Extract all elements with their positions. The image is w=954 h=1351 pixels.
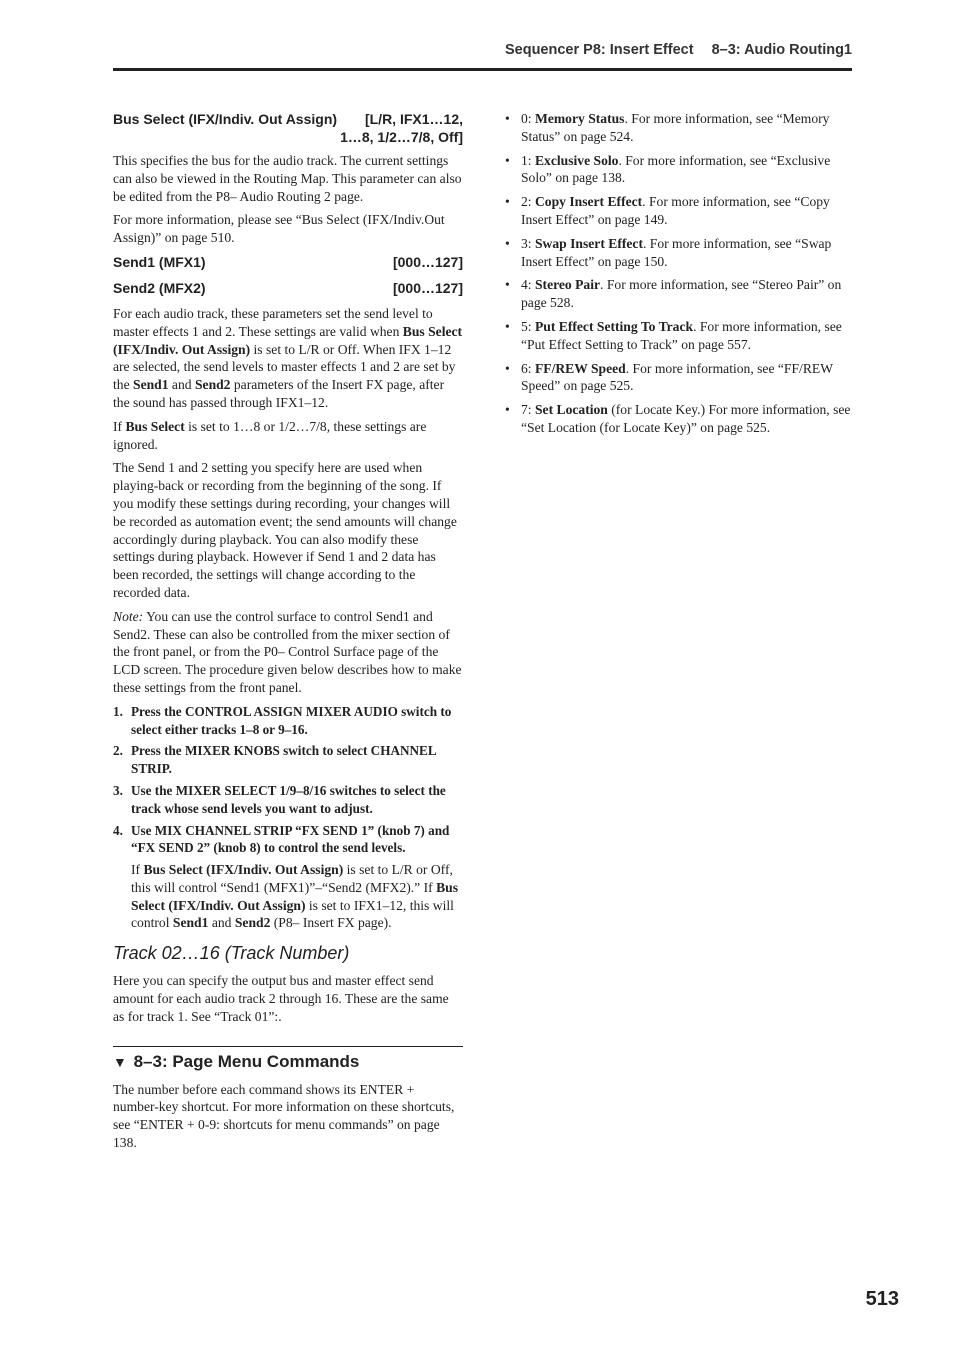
bus-select-label: Bus Select (IFX/Indiv. Out Assign)	[113, 111, 338, 127]
menu-item: • 7: Set Location (for Locate Key.) For more information, see “Set Location (for Locate Key)” on page 525.	[505, 402, 851, 435]
track-heading: Track 02…16 (Track Number)	[113, 943, 350, 964]
running-header	[505, 42, 852, 58]
bus-select-desc: This specifies the bus for the audio track. The current settings can also be viewed in the Routing Map. This parameter can also be edited from the P8– Audio Routing 2 page.	[113, 153, 462, 204]
procedure-steps	[113, 703, 463, 857]
menu-item: • 5: Put Effect Setting To Track. For more information, see “Put Effect Setting to Track” on page 557.	[505, 318, 842, 352]
header-page: 8–3: Audio Routing1	[711, 42, 852, 58]
send-recording: The Send 1 and 2 setting you specify here are used when playing-back or recording from the beginning of the song. If you modify these settings during recording, your changes will be recorded as automation event; the send amounts will change accordingly during playback. You can also modify these settings during playback. However if Send 1 and 2 data has been recorded, the settings will change according to the recorded data.	[113, 460, 457, 600]
bus-select-param	[113, 110, 463, 128]
triangle-down-icon: ▼	[113, 1053, 127, 1070]
menu-item: • 4: Stereo Pair. For more information, see “Stereo Pair” on page 528.	[505, 277, 842, 311]
bullet-icon: •	[505, 360, 510, 376]
menu-item: • 3: Swap Insert Effect. For more information, see “Swap Insert Effect” on page 150.	[505, 235, 832, 269]
send1-range: [000…127]	[392, 253, 463, 270]
menu-command-list	[505, 110, 853, 437]
bullet-icon: •	[505, 277, 510, 293]
send1-param	[113, 253, 463, 271]
menu-item: • 1: Exclusive Solo. For more information, see “Exclusive Solo” on page 138.	[505, 152, 831, 186]
bullet-icon: •	[505, 111, 510, 126]
menu-item: • 6: FF/REW Speed. For more information, see “FF/REW Speed” on page 525.	[505, 360, 833, 394]
bullet-icon: •	[505, 152, 510, 168]
page-header	[113, 36, 852, 71]
page-number: 513	[865, 1288, 899, 1310]
step-1: 1. Press the CONTROL ASSIGN MIXER AUDIO switch to select either tracks 1–8 or 9–16.	[113, 703, 452, 737]
bullet-icon: •	[505, 194, 510, 210]
menu-item: • 0: Memory Status. For more information, see “Memory Status” on page 524.	[505, 111, 830, 144]
bullet-icon: •	[505, 235, 510, 251]
send2-param	[113, 279, 463, 297]
left-column	[113, 110, 463, 1158]
menu-heading: ▼ 8–3: Page Menu Commands	[113, 1046, 463, 1073]
step-3: 3. Use the MIXER SELECT 1/9–8/16 switches to select the track whose send levels you want to adjust.	[113, 782, 446, 816]
step-2: 2. Press the MIXER KNOBS switch to select CHANNEL STRIP.	[113, 743, 436, 777]
send-desc: For each audio track, these parameters set the send level to master effects 1 and 2. These settings are valid when Bus Select (IFX/Indiv. Out Assign) is set to L/R or Off. When IFX 1–12 are selected, the send levels to master effects 1 and 2 are set by the Send1 and Send2 parameters of the Insert FX page, after the sound has passed through IFX1–12.	[113, 305, 463, 410]
bus-select-range-2: 1…8, 1/2…7/8, Off]	[340, 129, 463, 145]
note-paragraph: Note: You can use the control surface to control Send1 and Send2. These can also be controlled from the mixer section of the front panel, or from the P0– Control Surface page of the LCD screen. The procedure given below describes how to make these settings from the front panel.	[113, 608, 462, 695]
track-desc: Here you can specify the output bus and master effect send amount for each audio track 2 through 16. These are the same as for track 1. See “Track 01”:.	[113, 973, 449, 1024]
header-section: Sequencer P8: Insert Effect	[504, 42, 694, 58]
right-column	[505, 110, 853, 443]
bus-select-range-1: [L/R, IFX1…12,	[364, 111, 463, 127]
menu-item: • 2: Copy Insert Effect. For more information, see “Copy Insert Effect” on page 149.	[505, 194, 830, 227]
send-ignored: If Bus Select is set to 1…8 or 1/2…7/8, these settings are ignored.	[113, 418, 427, 452]
note-label: Note:	[113, 608, 144, 624]
step-4: 4. Use MIX CHANNEL STRIP “FX SEND 1” (knob 7) and “FX SEND 2” (knob 8) to control the send levels.	[113, 822, 450, 856]
bullet-icon: •	[505, 402, 510, 418]
menu-desc: The number before each command shows its ENTER + number-key shortcut. For more information on these shortcuts, see “ENTER + 0-9: shortcuts for menu commands” on page 138.	[113, 1081, 455, 1151]
send2-label: Send2 (MFX2)	[113, 279, 206, 296]
send2-range: [000…127]	[392, 279, 463, 296]
send1-label: Send1 (MFX1)	[113, 253, 206, 270]
bullet-icon: •	[505, 318, 510, 334]
step-4-detail: If Bus Select (IFX/Indiv. Out Assign) is set to L/R or Off, this will control “Send1 (MFX1)”–“Send2 (MFX2).” If Bus Select (IFX/Indiv. Out Assign) is set to IFX1–12, this will control Send1 and Send2 (P8– Insert FX page).	[131, 862, 458, 931]
bus-select-ref: For more information, please see “Bus Select (IFX/Indiv.Out Assign)” on page 510.	[113, 212, 445, 246]
